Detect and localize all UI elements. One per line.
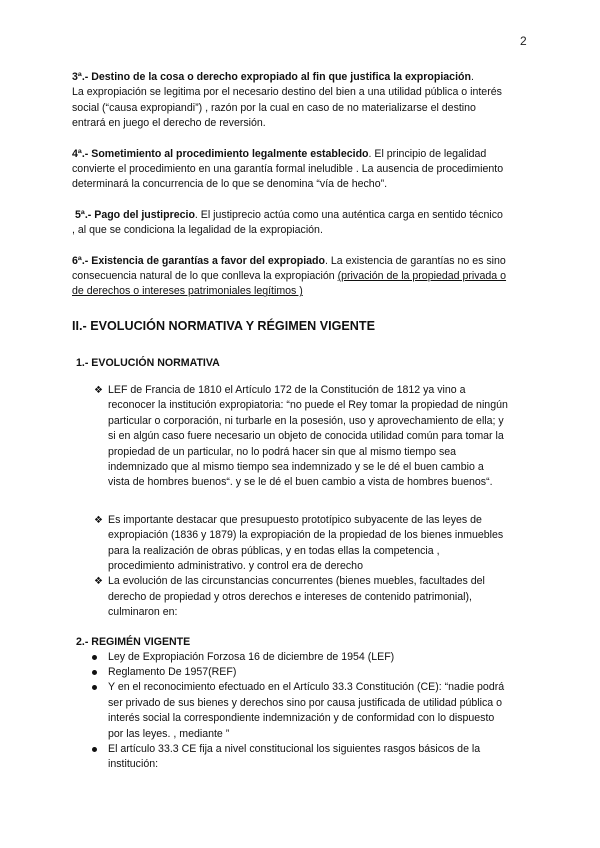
- item-3-after-title: .: [470, 71, 474, 83]
- list-item-line: Reglamento De 1957(REF): [108, 665, 237, 678]
- item-4-number: 4ª.-: [72, 147, 89, 160]
- vigente-list: [92, 650, 534, 773]
- bullet-dot-icon: [92, 655, 97, 660]
- item-5-number: 5ª.-: [75, 208, 92, 221]
- subsection-vigente-title: 2.- REGIMÉN VIGENTE: [76, 635, 191, 648]
- item-4-line: determinará la concurrencia de lo que se denomina “vía de hecho”.: [72, 178, 388, 191]
- item-5: [72, 208, 534, 239]
- item-6-after-title: . La existencia de garantías no es sino: [325, 254, 506, 267]
- list-item: [94, 513, 534, 575]
- item-4-after-title: . El principio de legalidad: [368, 147, 487, 160]
- item-3-line: entrará en juego el derecho de reversión.: [72, 117, 266, 130]
- item-3-line: La expropiación se legitima por el necesario destino del bien a una utilidad pública o interés: [72, 86, 502, 99]
- list-item: [92, 650, 534, 665]
- item-6-line2-plain: consecuencia natural de lo que conlleva la expropiación: [72, 270, 338, 283]
- list-item-line: El artículo 33.3 CE fija a nivel constitucional los siguientes rasgos básicos de la: [108, 743, 481, 755]
- item-4: [72, 147, 534, 193]
- list-item-line: Y en el reconocimiento efectuado en el Artículo 33.3 Constitución (CE): “nadie podrá: [108, 681, 505, 694]
- item-5-line: , al que se condiciona la legalidad de la expropiación.: [72, 224, 323, 237]
- list-item-line: particular o corporación, ni turbarle en la posesión, uso y aprovechamiento de ella; y: [108, 414, 504, 427]
- diamond-bullet-icon: ❖: [94, 384, 103, 396]
- item-4-heading-line: [72, 147, 534, 162]
- list-item-line: Es importante destacar que presupuesto prototípico subyacente de las leyes de: [108, 513, 482, 526]
- item-3: [72, 70, 534, 132]
- item-6-line2-underlined: (privación de la propiedad privada o: [337, 270, 507, 283]
- evolucion-list: [94, 383, 534, 621]
- item-3-line: social (“causa expropiandi”) , razón por la cual en caso de no materializarse el destino: [72, 101, 476, 114]
- item-4-title: Sometimiento al procedimiento legalmente establecido: [91, 147, 369, 160]
- item-6-line: [72, 284, 534, 299]
- page-number: 2: [520, 34, 527, 48]
- document-body: [72, 70, 534, 773]
- list-item-line: reconocer la institución expropiatoria: “no puede el Rey tomar la propiedad de ningún: [108, 399, 508, 412]
- list-item-line: derecho de propiedad y otros derechos e intereses de contenido patrimonial),: [108, 590, 472, 603]
- item-6: [72, 254, 534, 300]
- list-item-line: vista de hombres buenos“. y se le dé el buen cambio a vista de hombres buenos“.: [108, 476, 493, 489]
- list-item-line: La evolución de las circunstancias concurrentes (bienes muebles, facultades del: [108, 575, 485, 588]
- item-3-title: Destino de la cosa o derecho expropiado al fin que justifica la expropiación: [91, 71, 471, 83]
- list-item-line: expropiación (1836 y 1879) la expropiación de la propiedad de los bienes inmuebles: [108, 529, 504, 542]
- item-6-title: Existencia de garantías a favor del expropiado: [91, 254, 325, 267]
- list-item-line: si en algún caso fuere necesario un objeto de conocida utilidad común para tomar la: [108, 430, 504, 443]
- list-item-line: indemnizado que al mismo tiempo sea indemnizado y se le dé el buen cambio a: [108, 460, 484, 473]
- list-item-line: LEF de Francia de 1810 el Artículo 172 de la Constitución de 1812 ya vino a: [108, 383, 466, 396]
- diamond-bullet-icon: ❖: [94, 576, 103, 588]
- list-item: [92, 665, 534, 680]
- list-item: [94, 574, 534, 620]
- item-4-line: convierte el procedimiento en una garantía formal ineludible . La ausencia de procedimiento: [72, 163, 504, 176]
- list-item-line: por las leyes. , mediante ”: [108, 727, 230, 740]
- bullet-dot-icon: [92, 685, 97, 690]
- bullet-dot-icon: [92, 747, 97, 752]
- list-item-line: culminaron en:: [108, 606, 178, 619]
- item-6-number: 6ª.-: [72, 254, 89, 267]
- list-item-line: institución:: [108, 758, 159, 771]
- subsection-evolucion-title: 1.- EVOLUCIÓN NORMATIVA: [76, 356, 220, 369]
- list-item-line: interés social la correspondiente indemnización y de conformidad con lo dispuesto: [108, 712, 495, 725]
- list-item: [92, 742, 534, 773]
- item-3-number: 3ª.-: [72, 71, 89, 83]
- list-item-line: para la realización de obras públicas, y en todas ellas la competencia ,: [108, 544, 440, 557]
- list-item: [94, 383, 534, 491]
- item-3-heading-line: [72, 70, 534, 85]
- item-5-heading-line: [72, 208, 534, 223]
- item-5-title: Pago del justiprecio: [94, 208, 195, 221]
- list-item-line: propiedad de un particular, no lo podrá hacer sin que al mismo tiempo sea: [108, 445, 457, 458]
- list-item-line: Ley de Expropiación Forzosa 16 de diciembre de 1954 (LEF): [108, 650, 395, 663]
- diamond-bullet-icon: ❖: [94, 514, 103, 526]
- item-6-heading-line: [72, 254, 534, 269]
- item-6-line: [72, 269, 534, 284]
- list-item-line: procedimiento administrativo. y control era de derecho: [108, 559, 363, 572]
- bullet-dot-icon: [92, 670, 97, 675]
- item-5-after-title: . El justiprecio actúa como una auténtica carga en sentido técnico: [194, 208, 503, 221]
- list-item: [92, 680, 534, 742]
- section-title: II.- EVOLUCIÓN NORMATIVA Y RÉGIMEN VIGENTE: [72, 318, 375, 333]
- item-6-line3-underlined: de derechos o intereses patrimoniales legítimos ): [72, 285, 303, 298]
- list-item-line: ser privado de sus bienes y derechos sino por causa justificada de utilidad pública o: [108, 696, 502, 709]
